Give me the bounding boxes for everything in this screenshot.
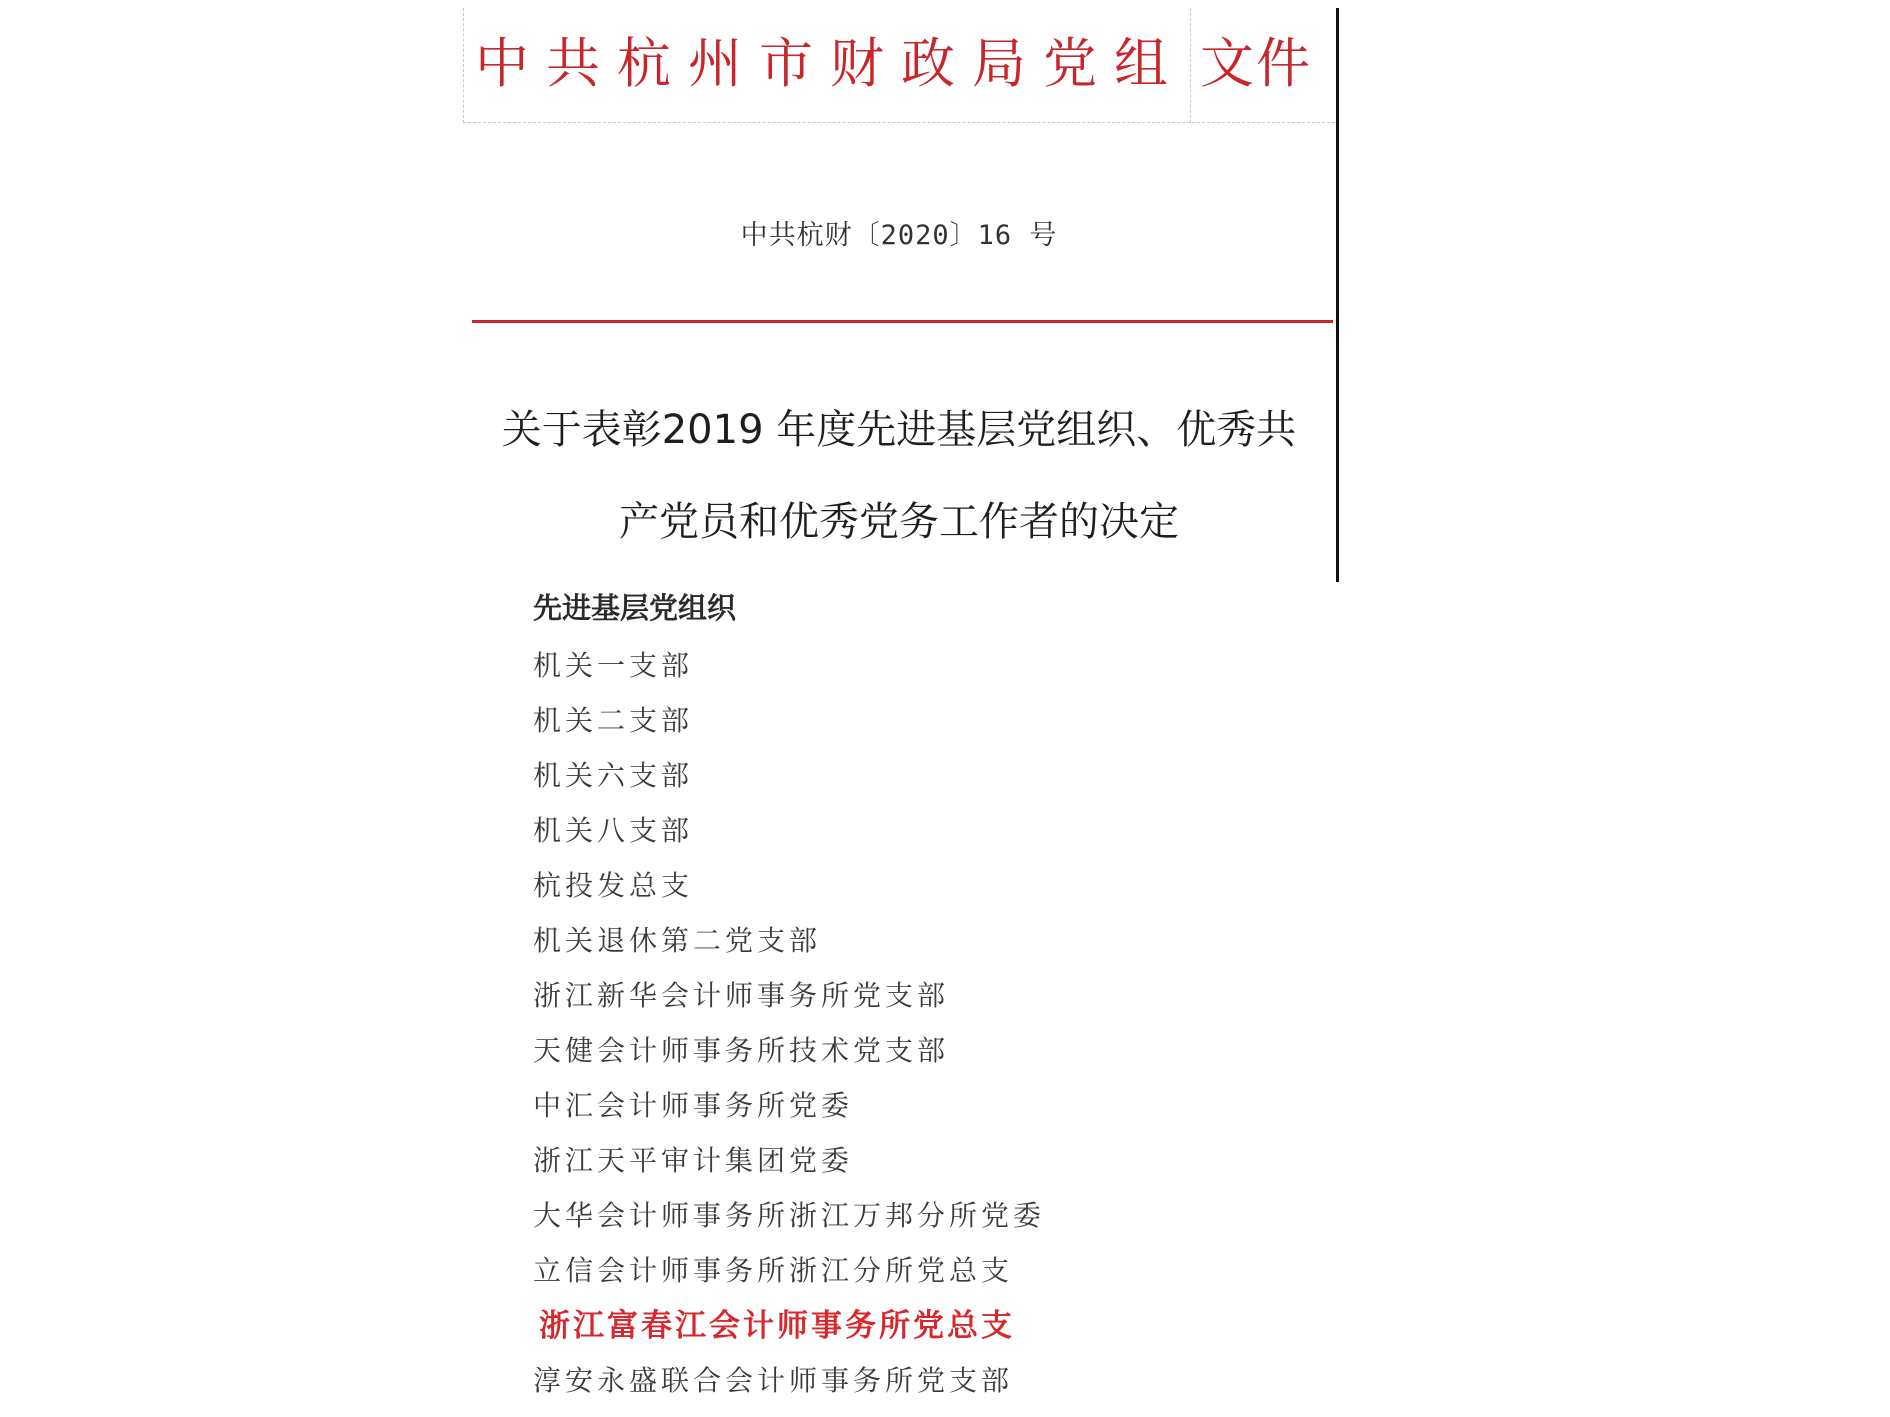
list-item: 天健会计师事务所技术党支部 xyxy=(533,1034,950,1067)
organization-list xyxy=(533,644,1045,1414)
document-number: 中共杭财〔2020〕16 号 xyxy=(740,220,1058,251)
list-item-highlighted: 浙江富春江会计师事务所党总支 xyxy=(539,1308,1015,1344)
list-item: 浙江新华会计师事务所党支部 xyxy=(533,979,950,1012)
document-title-line-1: 关于表彰2019 年度先进基层党组织、优秀共 xyxy=(501,407,1297,453)
letterhead-org-name: 中共杭州市财政局党组 xyxy=(475,32,1185,95)
list-item: 机关一支部 xyxy=(533,649,694,682)
list-item: 机关六支部 xyxy=(533,759,694,792)
letterhead-divider xyxy=(1190,8,1191,123)
list-item: 淳安永盛联合会计师事务所党支部 xyxy=(533,1364,1014,1397)
list-item: 机关八支部 xyxy=(533,814,694,847)
list-item: 机关二支部 xyxy=(533,704,694,737)
list-item: 机关退休第二党支部 xyxy=(533,924,822,957)
list-item: 杭投发总支 xyxy=(533,869,694,902)
letterhead-file-label: 文件 xyxy=(1200,32,1312,95)
page-right-border xyxy=(1336,8,1339,582)
list-item: 大华会计师事务所浙江万邦分所党委 xyxy=(533,1199,1046,1232)
document-title-line-2: 产党员和优秀党务工作者的决定 xyxy=(619,499,1179,545)
list-item: 浙江天平审计集团党委 xyxy=(533,1144,854,1177)
list-item: 立信会计师事务所浙江分所党总支 xyxy=(533,1254,1014,1287)
list-item: 中汇会计师事务所党委 xyxy=(533,1089,854,1122)
section-heading: 先进基层党组织 xyxy=(533,591,737,625)
red-separator-rule xyxy=(472,320,1333,323)
